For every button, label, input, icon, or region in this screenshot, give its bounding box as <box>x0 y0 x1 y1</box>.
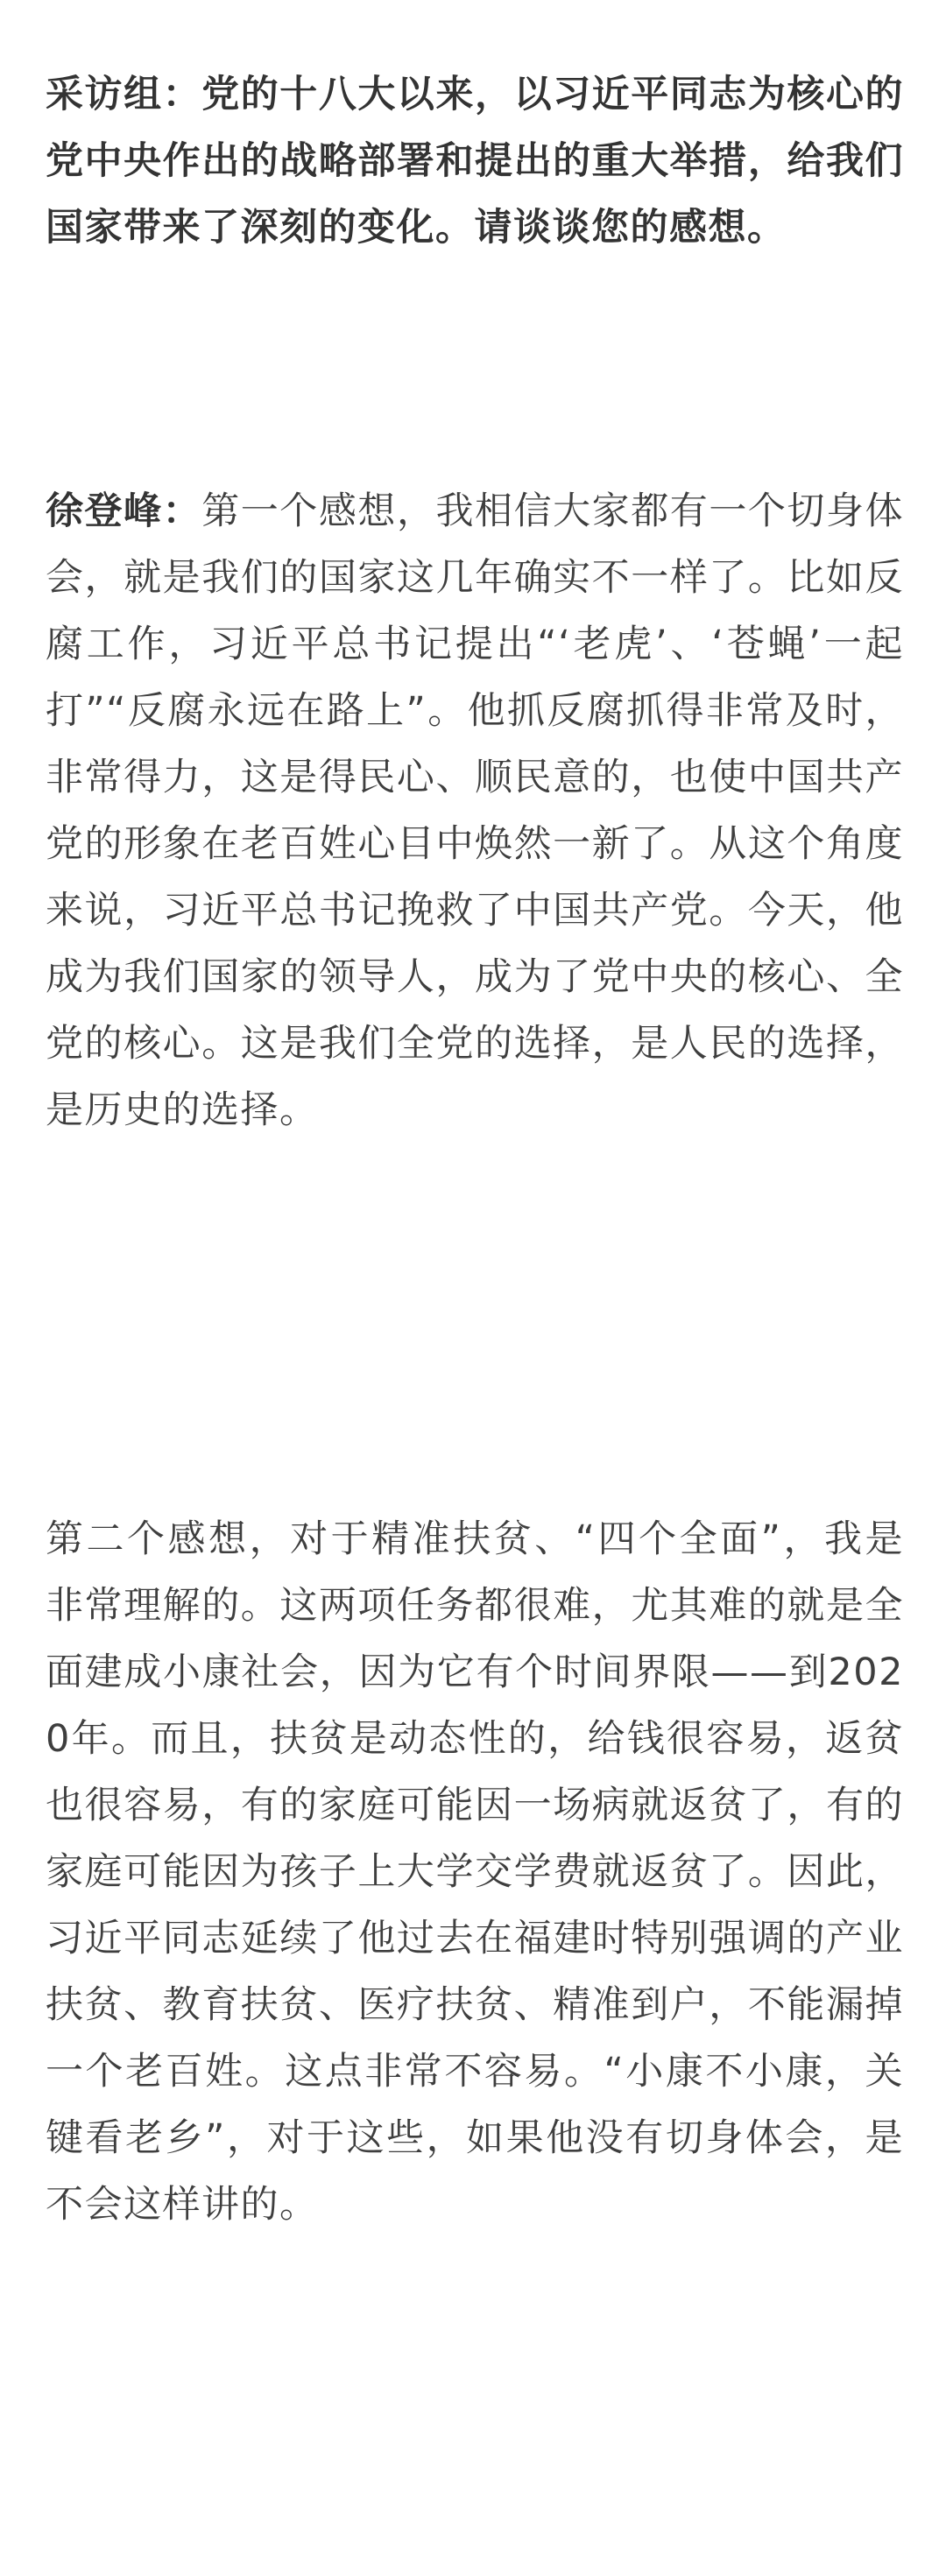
speaker-label: 徐登峰： <box>46 489 202 533</box>
answer-paragraph-2: 第二个感想，对于精准扶贫、“四个全面”，我是非常理解的。这两项任务都很难，尤其难的就是全面建成小康社会，因为它有个时间界限——到2020年。而且，扶贫是动态性的，给钱很容易，返贫也很容易，有的家庭可能因一场病就返贫了，有的家庭可能因为孩子上大学交学费就返贫了。因此，习近平同志延续了他过去在福建时特别强调的产业扶贫、教育扶贫、医疗扶贫、精准到户，不能漏掉一个老百姓。这点非常不容易。“小康不小康，关键看老乡”，对于这些，如果他没有切身体会，是不会这样讲的。 <box>46 1517 904 2227</box>
answer-paragraph-1 <box>46 478 904 1144</box>
answer-text-1: 第一个感想，我相信大家都有一个切身体会，就是我们的国家这几年确实不一样了。比如反腐工作，习近平总书记提出“‘老虎’、‘苍蝇’一起打”“反腐永远在路上”。他抓反腐抓得非常及时，非常得力，这是得民心、顺民意的，也使中国共产党的形象在老百姓心目中焕然一新了。从这个角度来说，习近平总书记挽救了中国共产党。今天，他成为我们国家的领导人，成为了党中央的核心、全党的核心。这是我们全党的选择，是人民的选择，是历史的选择。 <box>46 489 905 1132</box>
interview-question: 采访组：党的十八大以来，以习近平同志为核心的党中央作出的战略部署和提出的重大举措，给我们国家带来了深刻的变化。请谈谈您的感想。 <box>46 73 904 250</box>
